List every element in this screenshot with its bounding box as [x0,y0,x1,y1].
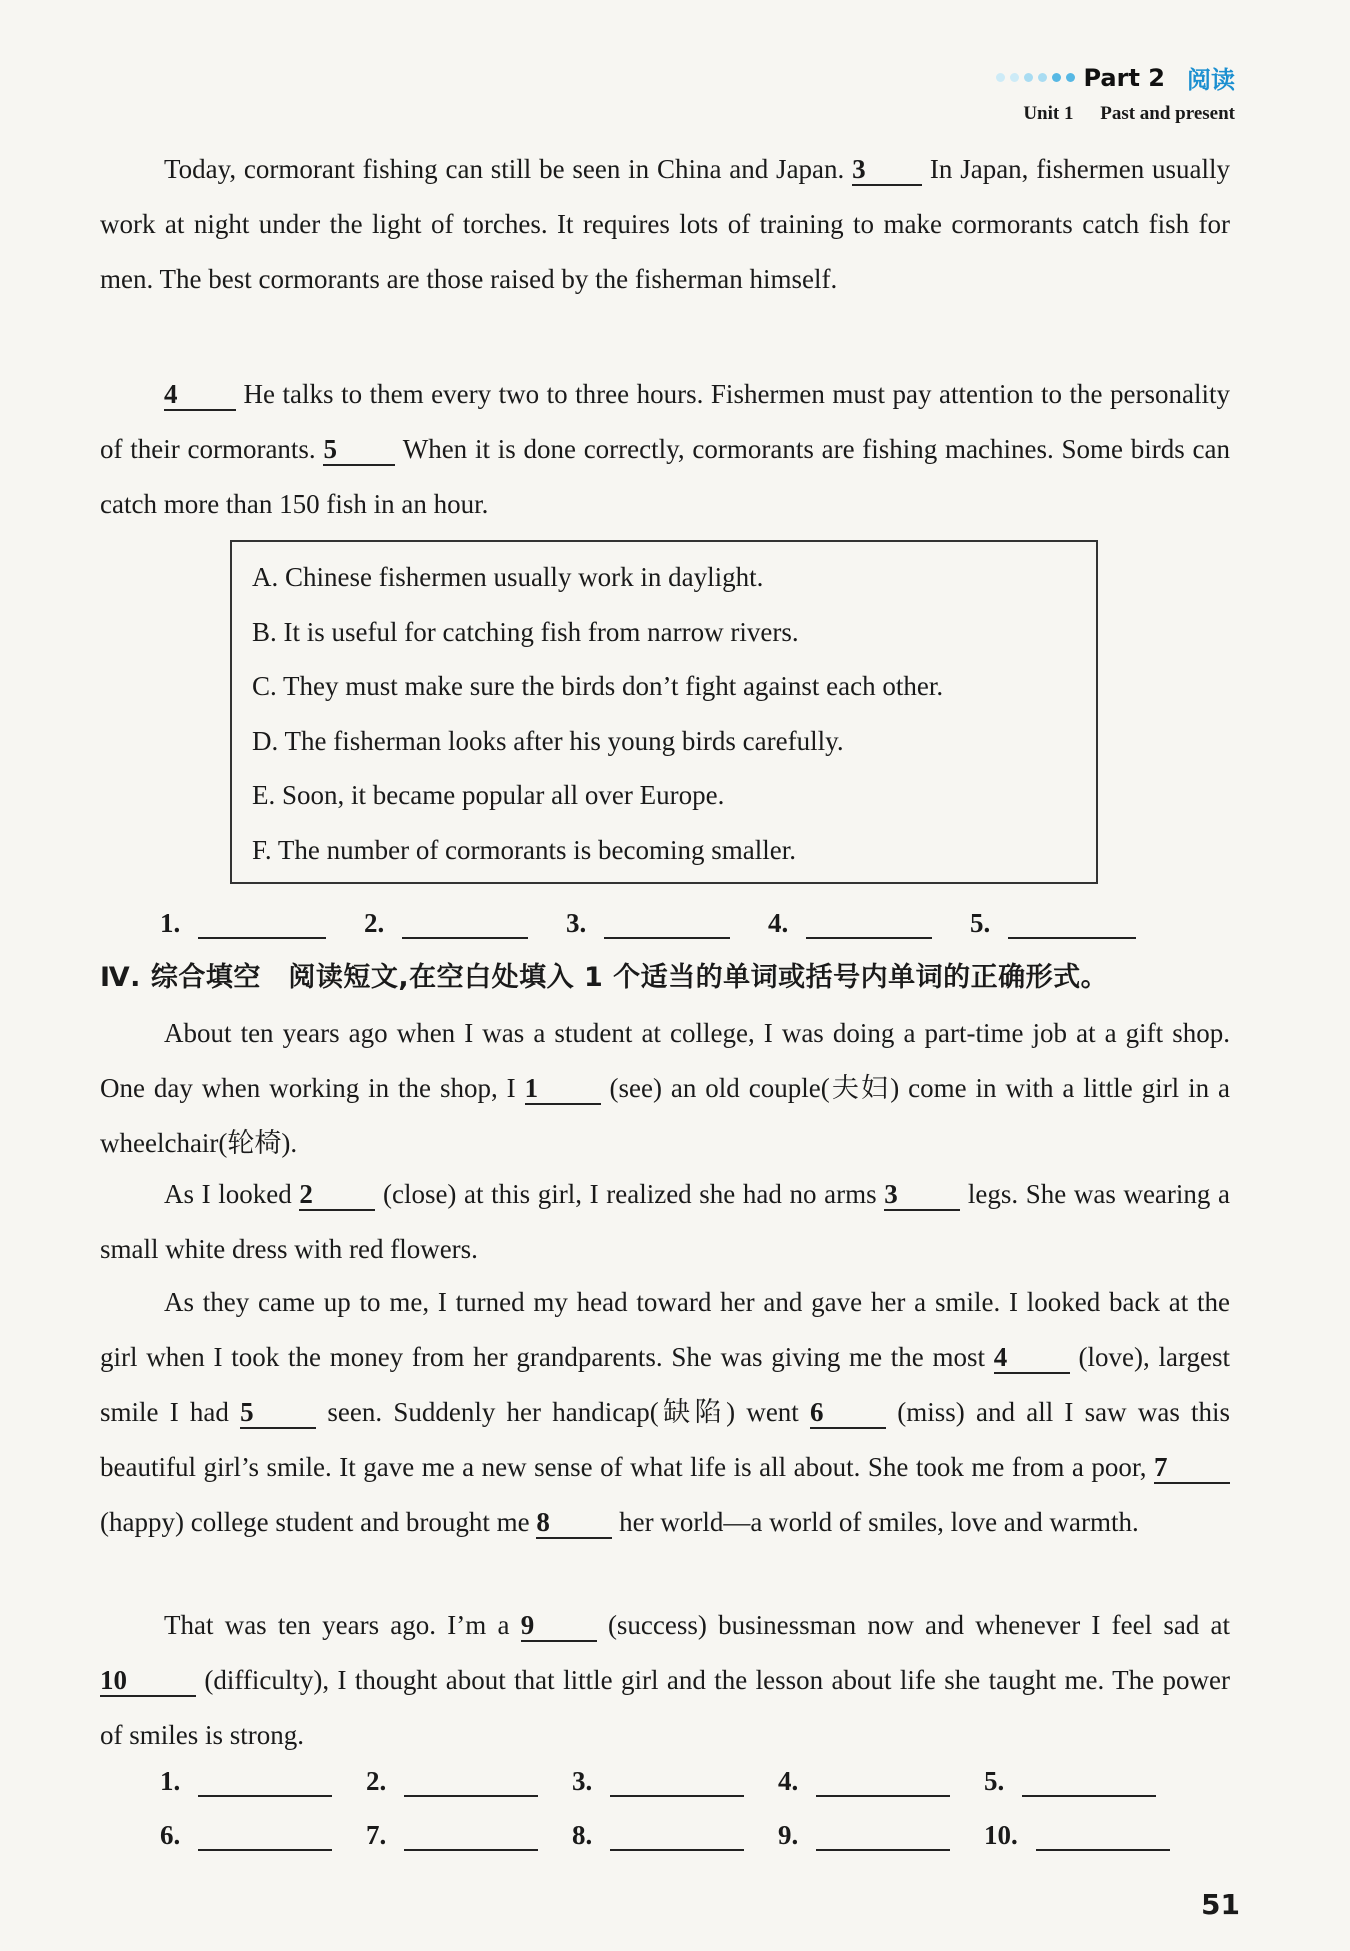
passage2-paragraph-3: As they came up to me, I turned my head toward her and gave her a smile. I looked back at the girl when I took the money from her grandparents. She was giving me the most 4 (love), largest smile I had 5 seen. Suddenly her handicap(缺陷) went 6 (miss) and all I saw was this beautiful girl’s smile. It gave me a new sense of what life is all about. She took me from a poor, 7 (happy) college student and brought me 8 her world—a world of smiles, love and warmth. [100,1287,1231,1537]
answer-row-passage1: 1. 2. 3. 4. 5. [160,908,1150,939]
passage2-paragraph-1: About ten years ago when I was a student at college, I was doing a part-time job at a gift shop. One day when working in the shop, I 1 (see) an old couple(夫妇) come in with a little girl in a wheelchair(轮椅). [100,1018,1231,1158]
blank-8: 8 [536,1507,612,1539]
option-c: C. They must make sure the birds don’t fight against each other. [252,671,944,701]
page-number: 51 [1201,1888,1240,1921]
answer2-line-5[interactable] [1022,1767,1156,1797]
blank-7: 7 [1154,1452,1230,1484]
blank-3: 3 [852,154,922,186]
answer2-line-4[interactable] [816,1767,950,1797]
option-e: E. Soon, it became popular all over Europe. [252,780,725,810]
option-a: A. Chinese fishermen usually work in daylight. [252,562,764,592]
answer-line-4[interactable] [806,909,932,939]
page-header [996,60,1235,125]
blank-1: 1 [525,1073,601,1105]
blank-9: 9 [521,1610,597,1642]
header-unit-title: Past and present [1100,103,1235,124]
blank-5: 5 [323,434,395,466]
answer2-line-6[interactable] [198,1821,332,1851]
blank-10: 10 [100,1665,196,1697]
answer-line-5[interactable] [1008,909,1136,939]
answer2-line-10[interactable] [1036,1821,1170,1851]
section-4-title: Ⅳ. 综合填空 阅读短文,在空白处填入 1 个适当的单词或括号内单词的正确形式。 [100,962,1109,993]
passage2-paragraph-4: That was ten years ago. I’m a 9 (success) businessman now and whenever I feel sad at 10 (difficulty), I thought about that little girl and the lesson about life she taught me. The power of smiles is strong. [100,1610,1231,1750]
answer2-line-1[interactable] [198,1767,332,1797]
option-d: D. The fisherman looks after his young birds carefully. [252,725,844,756]
option-f: F. The number of cormorants is becoming smaller. [252,834,796,865]
answer2-line-9[interactable] [816,1821,950,1851]
passage1-paragraph-1: Today, cormorant fishing can still be seen in China and Japan. 3 In Japan, fishermen usually work at night under the light of torches. It requires lots of training to make cormorants catch fish for men. The best cormorants are those raised by the fisherman himself. [100,154,1231,294]
passage1-paragraph-2: 4 He talks to them every two to three hours. Fishermen must pay attention to the personality of their cormorants. 5 When it is done correctly, cormorants are fishing machines. Some birds can catch more than 150 fish in an hour. [100,379,1231,519]
blank-2: 2 [299,1179,375,1211]
answer2-line-7[interactable] [404,1821,538,1851]
blank-5b: 5 [240,1397,316,1429]
answer-line-3[interactable] [604,909,730,939]
passage2-paragraph-2: As I looked 2 (close) at this girl, I realized she had no arms 3 legs. She was wearing a small white dress with red flowers. [100,1179,1231,1264]
answer-row-passage2-1: 1. 2. 3. 4. 5. [160,1766,1174,1797]
blank-4b: 4 [994,1342,1070,1374]
answer-line-2[interactable] [402,909,528,939]
options-box [230,540,1098,884]
option-b: B. It is useful for catching fish from narrow rivers. [252,616,799,647]
blank-4: 4 [164,379,236,411]
answer2-line-8[interactable] [610,1821,744,1851]
answer2-line-2[interactable] [404,1767,538,1797]
answer-row-passage2-2: 6. 7. 8. 9. 10. [160,1820,1174,1851]
decorative-dots-icon [996,73,1075,82]
answer-line-1[interactable] [198,909,326,939]
header-part-cn: 阅读 [1187,66,1235,94]
blank-3b: 3 [884,1179,960,1211]
answer2-line-3[interactable] [610,1767,744,1797]
header-unit: Unit 1 [1023,103,1074,124]
header-part: Part 2 [1083,63,1165,92]
blank-6: 6 [810,1397,886,1429]
